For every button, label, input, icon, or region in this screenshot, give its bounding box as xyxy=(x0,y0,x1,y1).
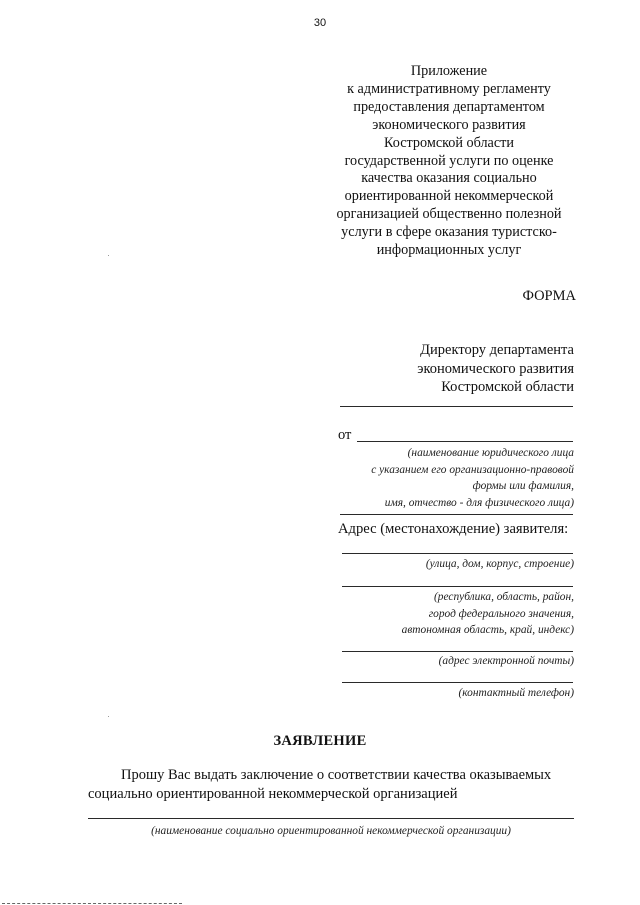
organization-hint: (наименование социально ориентированной некоммерческой организации) xyxy=(151,825,511,837)
phone-hint: (контактный телефон) xyxy=(458,687,574,699)
statement-line-2: социально ориентированной некоммерческой организацией xyxy=(88,786,458,802)
addressee-line: Костромской области xyxy=(441,379,574,395)
addressee-block xyxy=(336,341,574,397)
appendix-line: Костромской области xyxy=(384,134,514,151)
statement-line-1: Прошу Вас выдать заключение о соответствии качества оказываемых xyxy=(121,767,552,783)
scan-speck xyxy=(108,255,109,256)
email-line[interactable] xyxy=(342,651,573,652)
street-line[interactable] xyxy=(342,553,573,554)
appendix-line: информационных услуг xyxy=(376,242,522,259)
applicant-name-line[interactable] xyxy=(357,441,573,442)
applicant-name-hint: (наименование юридического лица с указанием его организационно-правовой формы или фамилия, имя, отчество - для физического лица) xyxy=(371,447,574,509)
street-hint: (улица, дом, корпус, строение) xyxy=(425,558,574,570)
region-line[interactable] xyxy=(342,586,573,587)
appendix-line: государственной услуги по оценке xyxy=(344,152,554,169)
appendix-line: организацией общественно полезной xyxy=(336,206,562,223)
addressee-line: экономического развития xyxy=(417,360,574,377)
form-label: ФОРМА xyxy=(522,288,576,304)
appendix-header xyxy=(318,63,580,260)
region-hint: (республика, область, район, город федерального значения, автономная область, край, индекс) xyxy=(401,591,574,636)
document-title: ЗАЯВЛЕНИЕ xyxy=(273,733,367,749)
appendix-line: качества оказания социально xyxy=(361,170,537,187)
appendix-line: Приложение xyxy=(410,63,488,79)
addressee-blank-line[interactable] xyxy=(340,406,573,407)
scan-speck xyxy=(108,716,109,717)
organization-line[interactable] xyxy=(88,818,574,819)
appendix-line: к административному регламенту xyxy=(347,80,551,97)
email-hint: (адрес электронной почты) xyxy=(438,655,574,667)
appendix-line: предоставления департаментом xyxy=(353,98,545,115)
from-label: от xyxy=(338,427,352,443)
applicant-name-extra-line[interactable] xyxy=(340,514,573,515)
address-label: Адрес (местонахождение) заявителя: xyxy=(338,521,569,537)
addressee-line: Директору департамента xyxy=(420,342,574,358)
appendix-line: услуги в сфере оказания туристско- xyxy=(341,224,557,241)
page-number: 30 xyxy=(313,17,327,29)
phone-line[interactable] xyxy=(342,682,573,683)
appendix-line: экономического развития xyxy=(372,116,526,133)
page-edge-mark xyxy=(2,903,182,904)
appendix-line: ориентированной некоммерческой xyxy=(344,188,554,205)
